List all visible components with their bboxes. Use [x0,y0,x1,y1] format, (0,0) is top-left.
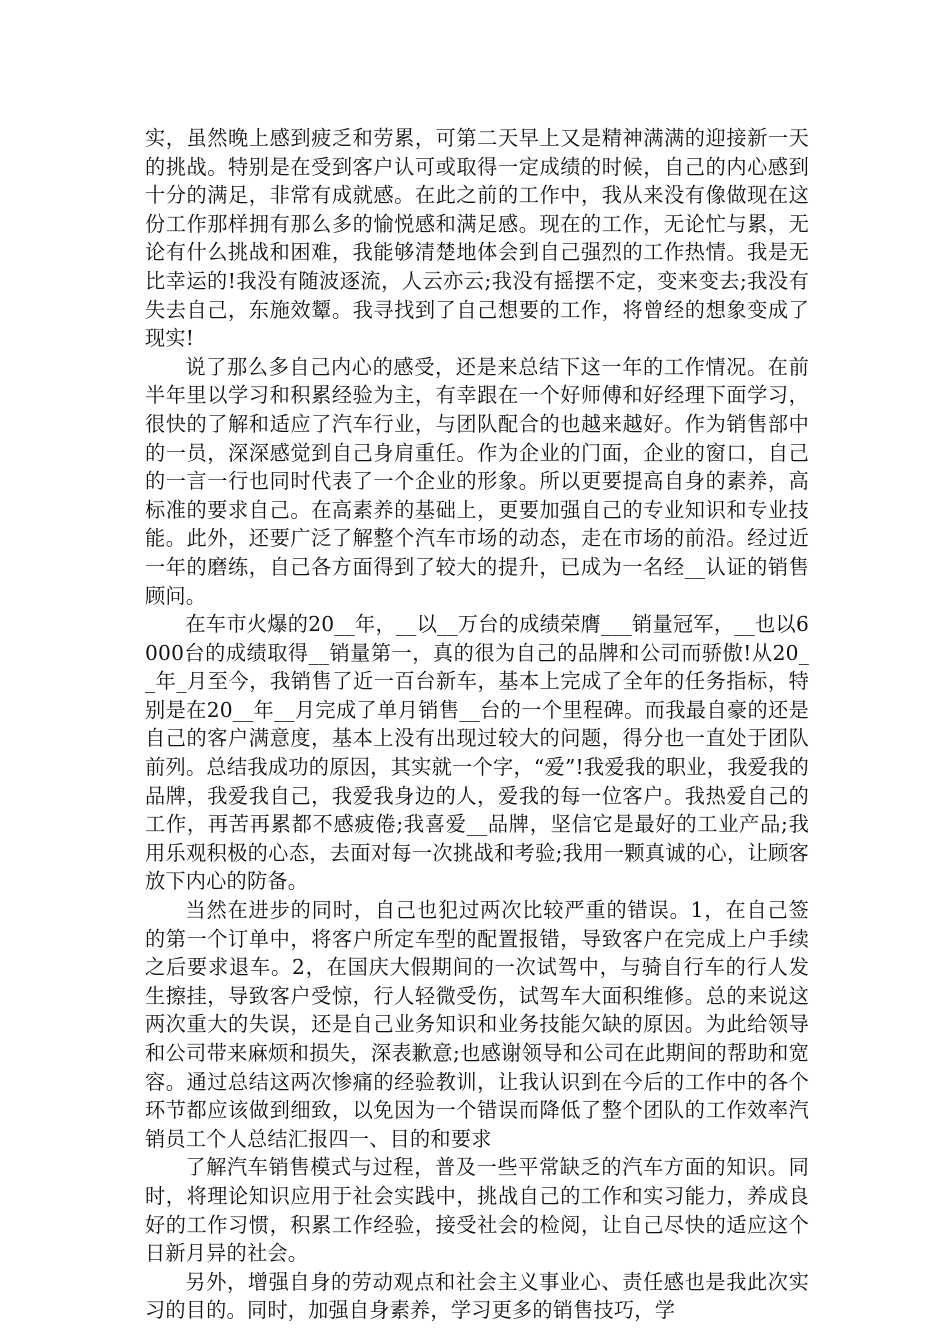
paragraph-2: 说了那么多自己内心的感受，还是来总结下这一年的工作情况。在前半年里以学习和积累经验为主，有幸跟在一个好师傅和好经理下面学习，很快的了解和适应了汽车行业，与团队配合的也越来越好。作为销售部中的一员，深深感觉到自己身肩重任。作为企业的门面，企业的窗口，自己的一言一行也同时代表了一个企业的形象。所以更要提高自身的素养，高标准的要求自己。在高素养的基础上，更要加强自己的专业知识和专业技能。此外，还要广泛了解整个汽车市场的动态，走在市场的前沿。经过近一年的磨练，自己各方面得到了较大的提升，已成为一名经__认证的销售顾问。 [145,354,809,608]
paragraph-1: 实，虽然晚上感到疲乏和劳累，可第二天早上又是精神满满的迎接新一天的挑战。特别是在受到客户认可或取得一定成绩的时候，自己的内心感到十分的满足，非常有成就感。在此之前的工作中，我从来没有像做现在这份工作那样拥有那么多的愉悦感和满足感。现在的工作，无论忙与累，无论有什么挑战和困难，我能够清楚地体会到自己强烈的工作热情。我是无比幸运的!我没有随波逐流，人云亦云;我没有摇摆不定，变来变去;我没有失去自己，东施效颦。我寻找到了自己想要的工作，将曾经的想象变成了现实! [145,126,809,351]
paragraph-6: 另外，增强自身的劳动观点和社会主义事业心、责任感也是我此次实习的目的。同时，加强自身素养，学习更多的销售技巧，学 [145,1269,809,1323]
paragraph-4: 当然在进步的同时，自己也犯过两次比较严重的错误。1，在自己签的第一个订单中，将客户所定车型的配置报错，导致客户在完成上户手续之后要求退车。2，在国庆大假期间的一次试驾中，与骑自行车的行人发生擦挂，导致客户受惊，行人轻微受伤，试驾车大面积维修。总的来说这两次重大的失误，还是自己业务知识和业务技能欠缺的原因。为此给领导和公司带来麻烦和损失，深表歉意;也感谢领导和公司在此期间的帮助和宽容。通过总结这两次惨痛的经验教训，让我认识到在今后的工作中的各个环节都应该做到细致，以免因为一个错误而降低了整个团队的工作效率汽销员工个人总结汇报四一、目的和要求 [145,898,809,1151]
document-page [145,124,809,1325]
paragraph-3: 在车市火爆的20__年，__以__万台的成绩荣膺___销量冠军，__也以6000台的成绩取得__销量第一，真的很为自己的品牌和公司而骄傲!从20__年_月至今，我销售了近一百台新车，基本上完成了全年的任务指标，特别是在20__年__月完成了单月销售__台的一个里程碑。而我最自豪的还是自己的客户满意度，基本上没有出现过较大的问题，得分也一直处于团队前列。总结我成功的原因，其实就一个字，“爱”!我爱我的职业，我爱我的品牌，我爱我自己，我爱我身边的人，爱我的每一位客户。我热爱自己的工作，再苦再累都不感疲倦;我喜爱__品牌，坚信它是最好的工业产品;我用乐观积极的心态，去面对每一次挑战和考验;我用一颗真诚的心，让顾客放下内心的防备。 [145,612,809,894]
paragraph-5: 了解汽车销售模式与过程，普及一些平常缺乏的汽车方面的知识。同时，将理论知识应用于社会实践中，挑战自己的工作和实习能力，养成良好的工作习惯，积累工作经验，接受社会的检阅，让自己尽快的适应这个日新月异的社会。 [145,1155,809,1266]
